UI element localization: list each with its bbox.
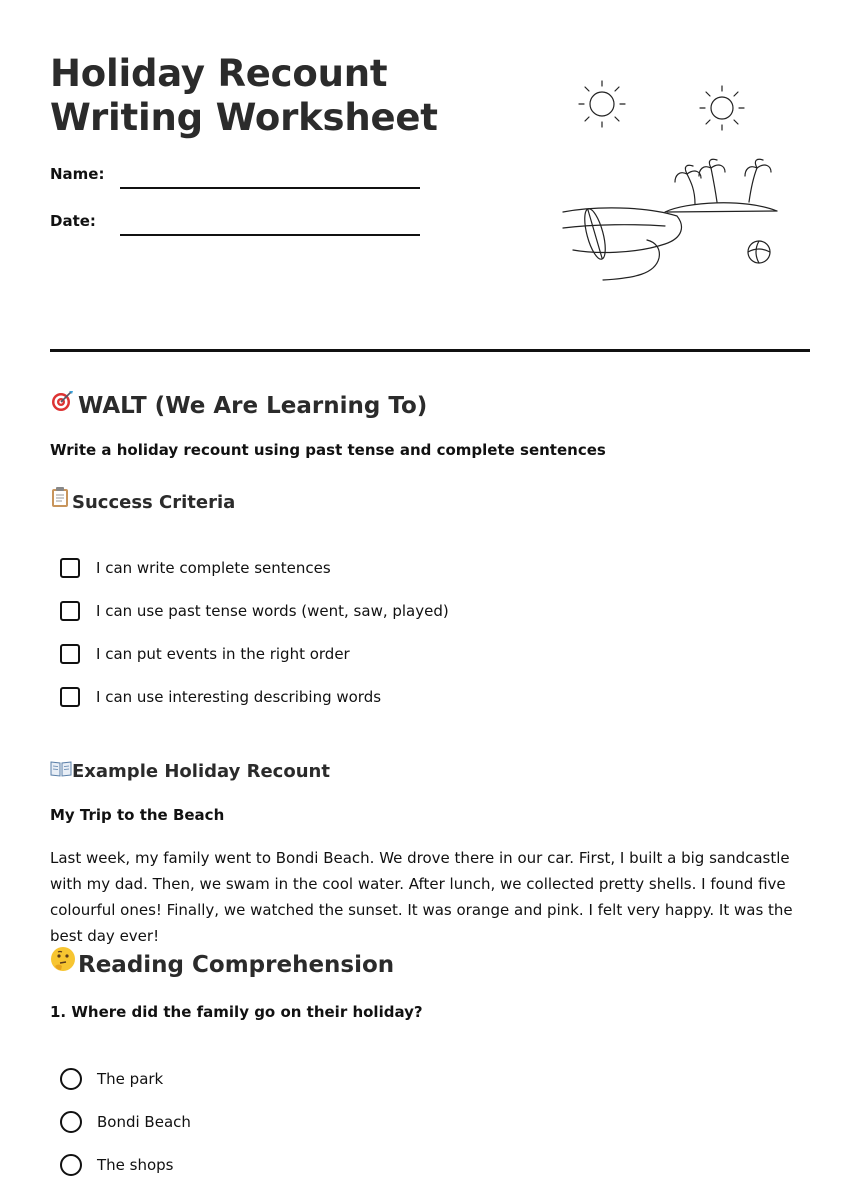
answer-radio[interactable] bbox=[60, 1111, 82, 1133]
criteria-checkbox[interactable] bbox=[60, 644, 80, 664]
beach-ball-icon bbox=[748, 241, 770, 263]
palm-tree-icon bbox=[745, 159, 771, 202]
answer-label: Bondi Beach bbox=[97, 1113, 191, 1131]
criteria-item[interactable] bbox=[60, 641, 350, 667]
criteria-label: I can use past tense words (went, saw, played) bbox=[96, 602, 449, 620]
surfboard-icon bbox=[581, 207, 610, 261]
criteria-checkbox[interactable] bbox=[60, 601, 80, 621]
example-heading-text: Example Holiday Recount bbox=[72, 761, 330, 782]
thinking-face-icon bbox=[50, 946, 78, 980]
criteria-item[interactable] bbox=[60, 598, 449, 624]
walt-text: Write a holiday recount using past tense and complete sentences bbox=[50, 441, 606, 459]
criteria-label: I can write complete sentences bbox=[96, 559, 331, 577]
beach-illustration bbox=[555, 78, 785, 288]
criteria-checkbox[interactable] bbox=[60, 687, 80, 707]
palm-tree-icon bbox=[699, 159, 725, 202]
date-label: Date: bbox=[50, 212, 96, 230]
walt-heading bbox=[50, 389, 427, 421]
sun-icon bbox=[579, 81, 625, 127]
question-1: 1. Where did the family go on their holiday? bbox=[50, 1003, 423, 1021]
comprehension-heading-text: Reading Comprehension bbox=[78, 952, 395, 978]
criteria-checkbox[interactable] bbox=[60, 558, 80, 578]
example-heading bbox=[50, 759, 330, 784]
answer-option[interactable] bbox=[60, 1109, 191, 1135]
story-title: My Trip to the Beach bbox=[50, 806, 225, 824]
open-book-icon bbox=[50, 759, 72, 784]
sun-icon bbox=[700, 86, 744, 130]
answer-option[interactable] bbox=[60, 1152, 174, 1178]
header-divider bbox=[50, 349, 810, 352]
title-line-2: Writing Worksheet bbox=[50, 96, 438, 139]
palm-tree-icon bbox=[675, 165, 701, 204]
answer-radio[interactable] bbox=[60, 1068, 82, 1090]
date-field[interactable] bbox=[120, 234, 420, 236]
walt-heading-text: WALT (We Are Learning To) bbox=[78, 393, 428, 419]
criteria-item[interactable] bbox=[60, 684, 381, 710]
story-text: Last week, my family went to Bondi Beach. We drove there in our car. First, I built a big sandcastle with my dad. Then, we swam in the cool water. After lunch, we collected pretty shells. I found five colourful ones! Finally, we watched the sunset. It was orange and pink. I felt very happy. It was the best day ever! bbox=[50, 849, 793, 945]
answer-option[interactable] bbox=[60, 1066, 163, 1092]
name-field[interactable] bbox=[120, 187, 420, 189]
worksheet-title bbox=[50, 52, 438, 140]
name-label: Name: bbox=[50, 165, 105, 183]
answer-radio[interactable] bbox=[60, 1154, 82, 1176]
success-criteria-heading-text: Success Criteria bbox=[72, 492, 236, 513]
answer-label: The park bbox=[97, 1070, 164, 1088]
title-line-1: Holiday Recount bbox=[50, 52, 388, 95]
target-icon bbox=[50, 389, 78, 421]
clipboard-icon bbox=[50, 486, 72, 515]
comprehension-heading bbox=[50, 946, 394, 980]
criteria-label: I can put events in the right order bbox=[96, 645, 350, 663]
criteria-label: I can use interesting describing words bbox=[96, 688, 382, 706]
criteria-item[interactable] bbox=[60, 555, 331, 581]
success-criteria-heading bbox=[50, 486, 235, 515]
answer-label: The shops bbox=[97, 1156, 174, 1174]
